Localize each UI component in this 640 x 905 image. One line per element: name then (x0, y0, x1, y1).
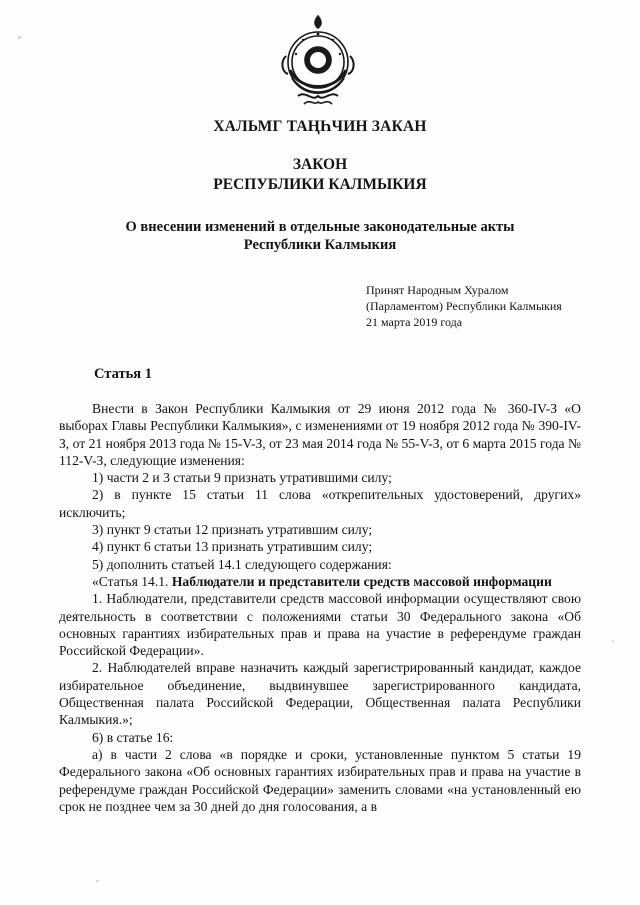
scan-speck (18, 36, 21, 39)
law-label: ЗАКОН (292, 156, 348, 173)
republic-of-kalmykia-emblem-icon (270, 12, 366, 112)
adoption-line-2: (Парламентом) Республики Калмыкия (366, 299, 562, 313)
adoption-line-1: Принят Народным Хуралом (366, 283, 509, 297)
law-title-block (0, 155, 640, 195)
paragraph-item-2: 2) в пункте 15 статьи 11 слова «открепительных удостоверений, других» исключить; (59, 487, 581, 520)
law-subject-line-1: О внесении изменений в отдельные законодательные акты (125, 219, 515, 235)
law-subject (0, 218, 640, 254)
paragraph-item-3: 3) пункт 9 статьи 12 признать утратившим силу; (92, 522, 373, 538)
scan-speck (612, 640, 614, 642)
paragraph-intro: Внести в Закон Республики Калмыкия от 29 июня 2012 года № 360-IV-З «О выборах Главы Республики Калмыкия», с изменениями от 19 ноября 2012 года № 390-IV-З, от 21 ноября 2013 года № 15-V-З, от 23 мая 2014 года № 55-V-З, от 6 марта 2015 года № 112-V-З, следующие изменения: (59, 401, 581, 468)
paragraph-item-4: 4) пункт 6 статьи 13 признать утратившим силу; (92, 539, 373, 555)
scan-speck (96, 880, 99, 882)
paragraph-article-14-1-heading (59, 573, 581, 590)
paragraph-item-6a: а) в части 2 слова «в порядке и сроки, установленные пунктом 5 статьи 19 Федерального закона «Об основных гарантиях избирательных прав и права на участие в референдуме граждан Российской Федерации» заменить словами «на установленный ею срок не позднее чем за 30 дней до дня голосования, а в (59, 746, 581, 814)
law-subject-line-2: Республики Калмыкия (243, 237, 397, 253)
adoption-note (366, 282, 616, 330)
article-14-1-prefix: «Статья 14.1. (92, 573, 169, 589)
paragraph-item-5: 5) дополнить статьей 14.1 следующего содержания: (92, 556, 392, 572)
article-14-1-title: Наблюдатели и представители средств массовой информации (171, 573, 552, 589)
article-body (59, 400, 581, 815)
paragraph-14-1-part-1: 1. Наблюдатели, представители средств массовой информации осуществляют свою деятельность в соответствии с положениями статьи 30 Федерального закона «Об основных гарантиях избирательных прав и права на участие в референдуме граждан Российской Федерации». (59, 591, 581, 659)
republic-label: РЕСПУБЛИКИ КАЛМЫКИЯ (213, 176, 427, 193)
article-heading: Статья 1 (94, 366, 152, 382)
paragraph-item-1: 1) части 2 и 3 статьи 9 признать утратившими силу; (92, 470, 392, 486)
paragraph-14-1-part-2: 2. Наблюдателей вправе назначить каждый зарегистрированный кандидат, каждое избирательное объединение, выдвинувшее зарегистрированного кандидата, Общественная палата Российской Федерации, Общественная палата Республики Калмыкия.»; (59, 660, 581, 728)
adoption-date: 21 марта 2019 года (366, 315, 463, 329)
paragraph-item-6: 6) в статье 16: (92, 729, 174, 745)
kalmyk-law-title: ХАЛЬМГ ТАҢҺЧИН ЗАКАН (213, 118, 427, 135)
